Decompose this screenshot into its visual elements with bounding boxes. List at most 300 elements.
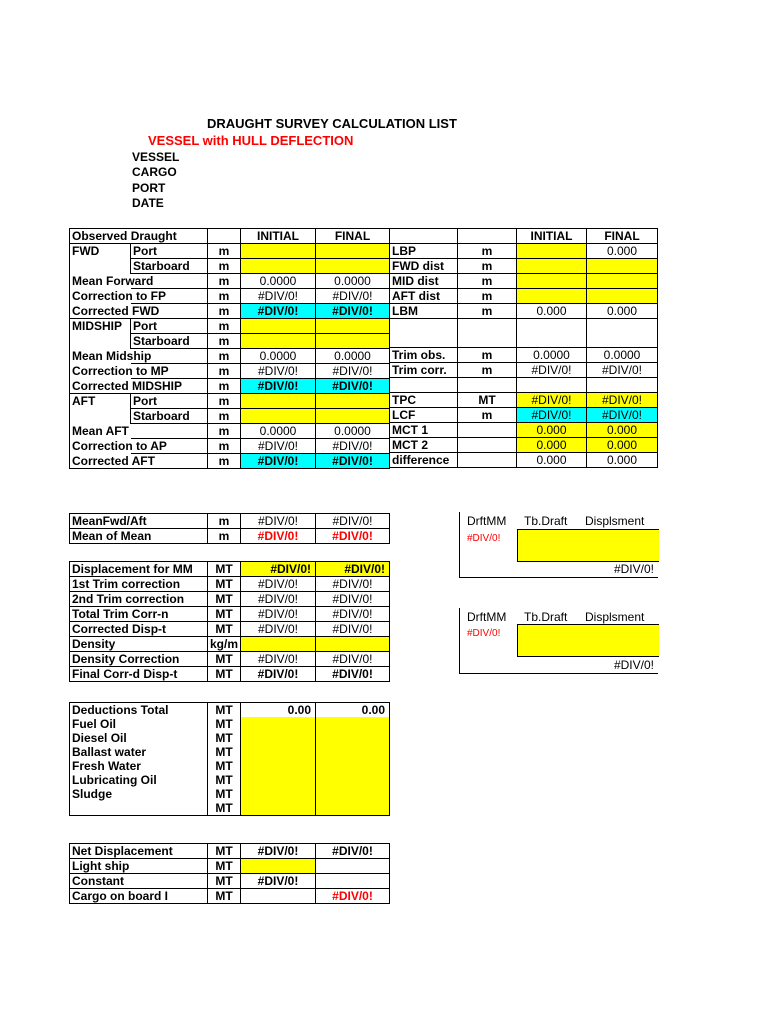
interp2-tbdraft-header: Tb.Draft: [524, 610, 568, 624]
net-unit: MT: [208, 844, 241, 859]
draught-label: Mean AFT: [70, 424, 131, 439]
ship-final-cell: #DIV/0!: [587, 408, 658, 423]
draught-final-cell: 0.0000: [316, 424, 390, 439]
draught-label: Correction to AP: [70, 439, 131, 454]
ship-final-cell: 0.000: [587, 304, 658, 319]
net-row: [70, 889, 390, 904]
draught-final-cell[interactable]: [316, 259, 390, 274]
displacement-unit: MT: [208, 652, 241, 667]
draught-final-cell[interactable]: [316, 319, 390, 334]
displacement-table: [69, 561, 390, 682]
draught-initial-cell: #DIV/0!: [241, 439, 316, 454]
net-row: [70, 874, 390, 889]
deductions-row: [70, 717, 390, 731]
draught-initial-cell: #DIV/0!: [241, 304, 316, 319]
ship-final-cell: [587, 378, 658, 393]
draught-unit: m: [208, 244, 241, 259]
net-label: Light ship: [70, 859, 208, 874]
net-initial-cell: #DIV/0!: [241, 874, 316, 889]
ship-header-row: [390, 229, 658, 244]
mean-label: MeanFwd/Aft: [70, 514, 208, 529]
net-label: Cargo on board I: [70, 889, 208, 904]
displacement-label: 1st Trim correction: [70, 577, 208, 592]
ship-final-cell: 0.000: [587, 244, 658, 259]
draught-table: [69, 228, 390, 469]
deductions-row: [70, 703, 390, 718]
draught-unit: m: [208, 349, 241, 364]
net-row: [70, 844, 390, 859]
displacement-unit: MT: [208, 562, 241, 577]
ship-label: LBP: [390, 244, 458, 259]
ship-initial-cell[interactable]: 0.000: [517, 423, 587, 438]
draught-header-row: [70, 229, 390, 244]
draught-row: [70, 274, 390, 289]
ship-initial-cell: [517, 378, 587, 393]
ship-initial-cell: 0.000: [517, 453, 587, 468]
displacement-final-cell: #DIV/0!: [316, 607, 390, 622]
ship-row: [390, 304, 658, 319]
draught-unit: m: [208, 334, 241, 349]
displacement-unit: MT: [208, 607, 241, 622]
displacement-row: [70, 592, 390, 607]
mean-unit: m: [208, 529, 241, 544]
ship-unit: [458, 378, 517, 393]
net-unit: MT: [208, 874, 241, 889]
deductions-table: [69, 702, 390, 816]
draught-final-cell: 0.0000: [316, 274, 390, 289]
deductions-row: [70, 759, 390, 773]
deductions-label: Fuel Oil: [70, 717, 208, 731]
interp1-result: #DIV/0!: [613, 562, 654, 576]
draught-unit: m: [208, 304, 241, 319]
interp1-input-cell[interactable]: [517, 529, 659, 562]
ship-row: [390, 348, 658, 363]
draught-final-cell: #DIV/0!: [316, 439, 390, 454]
draught-initial-cell: #DIV/0!: [241, 364, 316, 379]
ship-row: [390, 244, 658, 259]
displacement-row: [70, 562, 390, 577]
displacement-initial-cell[interactable]: [241, 637, 316, 652]
displacement-initial-cell[interactable]: #DIV/0!: [241, 562, 316, 577]
deductions-label: Lubricating Oil: [70, 773, 208, 787]
ship-initial-cell[interactable]: [517, 259, 587, 274]
draught-label: Mean Forward: [70, 274, 131, 289]
ship-header-unit: [458, 229, 517, 244]
interp2-error: #DIV/0!: [467, 628, 501, 639]
draught-initial-cell[interactable]: [241, 259, 316, 274]
deductions-label: Diesel Oil: [70, 731, 208, 745]
net-final-cell: #DIV/0!: [316, 844, 390, 859]
ship-label: Trim corr.: [390, 363, 458, 378]
ship-unit: m: [458, 274, 517, 289]
net-displacement-table: [69, 843, 390, 904]
ship-final-cell: [587, 333, 658, 348]
net-initial-cell[interactable]: [241, 859, 316, 874]
deductions-unit: MT: [208, 745, 241, 759]
draught-initial-cell[interactable]: [241, 409, 316, 424]
deductions-initial-cell[interactable]: [241, 731, 316, 745]
ship-label: MID dist: [390, 274, 458, 289]
deductions-row: [70, 745, 390, 759]
displacement-unit: kg/m: [208, 637, 241, 652]
net-final-cell: [316, 859, 390, 874]
displacement-label: 2nd Trim correction: [70, 592, 208, 607]
draught-sublabel: Starboard: [131, 409, 208, 424]
draught-final-cell: #DIV/0!: [316, 379, 390, 394]
displacement-label: Corrected Disp-t: [70, 622, 208, 637]
ship-row: [390, 453, 658, 468]
mean-initial-cell: #DIV/0!: [241, 514, 316, 529]
draught-label: [70, 409, 131, 424]
draught-final-cell[interactable]: [316, 409, 390, 424]
ship-label: TPC: [390, 393, 458, 408]
deductions-unit: MT: [208, 703, 241, 718]
displacement-row: [70, 577, 390, 592]
draught-unit: m: [208, 319, 241, 334]
draught-label: Corrected MIDSHIP: [70, 379, 131, 394]
interp1-drftmm-header: DrftMM: [467, 514, 507, 528]
deductions-final-cell[interactable]: [316, 801, 390, 816]
deductions-final-cell[interactable]: [316, 773, 390, 787]
field-port: PORT: [132, 181, 166, 195]
draught-unit: m: [208, 379, 241, 394]
mean-final-cell: #DIV/0!: [316, 529, 390, 544]
draught-final-cell: #DIV/0!: [316, 454, 390, 469]
draught-sublabel: Starboard: [131, 259, 208, 274]
ship-final-cell[interactable]: #DIV/0!: [587, 393, 658, 408]
ship-final-cell[interactable]: 0.000: [587, 438, 658, 453]
draught-row: [70, 454, 390, 469]
draught-label: [70, 259, 131, 274]
draught-initial-cell[interactable]: [241, 334, 316, 349]
draught-row: [70, 439, 390, 454]
displacement-unit: MT: [208, 592, 241, 607]
deductions-initial-cell[interactable]: [241, 787, 316, 801]
ship-header-initial: INITIAL: [517, 229, 587, 244]
draught-final-cell: 0.0000: [316, 349, 390, 364]
net-unit: MT: [208, 859, 241, 874]
deductions-row: [70, 773, 390, 787]
deductions-unit: MT: [208, 759, 241, 773]
ship-row: [390, 408, 658, 423]
draught-unit: m: [208, 364, 241, 379]
ship-initial-cell[interactable]: [517, 289, 587, 304]
ship-initial-cell: [517, 319, 587, 334]
displacement-final-cell: #DIV/0!: [316, 577, 390, 592]
draught-header-label: Observed Draught: [70, 229, 131, 244]
displacement-final-cell: #DIV/0!: [316, 667, 390, 682]
net-label: Constant: [70, 874, 208, 889]
deductions-final-cell: 0.00: [316, 703, 390, 718]
displacement-initial-cell: #DIV/0!: [241, 652, 316, 667]
draught-final-cell[interactable]: [316, 244, 390, 259]
deductions-initial-cell[interactable]: [241, 773, 316, 787]
displacement-initial-cell: #DIV/0!: [241, 667, 316, 682]
interp2-drftmm-header: DrftMM: [467, 610, 507, 624]
net-row: [70, 859, 390, 874]
draught-final-cell: #DIV/0!: [316, 364, 390, 379]
net-initial-cell: #DIV/0!: [241, 844, 316, 859]
mean-label: Mean of Mean: [70, 529, 208, 544]
draught-label: Correction to FP: [70, 289, 131, 304]
draught-unit: m: [208, 259, 241, 274]
deductions-label: Deductions Total: [70, 703, 208, 718]
draught-unit: m: [208, 454, 241, 469]
ship-label: [390, 378, 458, 393]
draught-label: Corrected AFT: [70, 454, 131, 469]
ship-final-cell: #DIV/0!: [587, 363, 658, 378]
draught-final-cell[interactable]: [316, 394, 390, 409]
ship-unit: m: [458, 348, 517, 363]
deductions-label: Ballast water: [70, 745, 208, 759]
displacement-unit: MT: [208, 667, 241, 682]
deductions-initial-cell[interactable]: [241, 801, 316, 816]
ship-label: AFT dist: [390, 289, 458, 304]
interp1-error: #DIV/0!: [467, 533, 501, 544]
displacement-initial-cell: #DIV/0!: [241, 592, 316, 607]
ship-row: [390, 363, 658, 378]
ship-unit: m: [458, 244, 517, 259]
ship-particulars-table: [389, 228, 658, 468]
deductions-final-cell[interactable]: [316, 759, 390, 773]
draught-unit: m: [208, 409, 241, 424]
draught-label: AFT: [70, 394, 131, 409]
deductions-label: Fresh Water: [70, 759, 208, 773]
displacement-unit: MT: [208, 622, 241, 637]
ship-unit: [458, 319, 517, 334]
net-initial-cell: [241, 889, 316, 904]
draught-row: [70, 379, 390, 394]
draught-final-cell: #DIV/0!: [316, 289, 390, 304]
displacement-final-cell: #DIV/0!: [316, 592, 390, 607]
ship-label: FWD dist: [390, 259, 458, 274]
ship-initial-cell[interactable]: [517, 274, 587, 289]
displacement-label: Density Correction: [70, 652, 208, 667]
draught-row: [70, 319, 390, 334]
displacement-initial-cell: #DIV/0!: [241, 622, 316, 637]
draught-label: [70, 334, 131, 349]
interp2-result: #DIV/0!: [613, 658, 654, 672]
draught-unit: m: [208, 274, 241, 289]
ship-label: LCF: [390, 408, 458, 423]
draught-label: Corrected FWD: [70, 304, 131, 319]
ship-final-cell[interactable]: [587, 289, 658, 304]
displacement-initial-cell: #DIV/0!: [241, 577, 316, 592]
draught-initial-cell: 0.0000: [241, 424, 316, 439]
displacement-final-cell: #DIV/0!: [316, 652, 390, 667]
deductions-final-cell[interactable]: [316, 717, 390, 731]
displacement-row: [70, 652, 390, 667]
displacement-final-cell[interactable]: #DIV/0!: [316, 562, 390, 577]
interp1-displsment-header: Displsment: [585, 514, 645, 528]
page-title: DRAUGHT SURVEY CALCULATION LIST: [207, 116, 457, 131]
ship-row: [390, 289, 658, 304]
ship-row: [390, 423, 658, 438]
draught-sublabel: [131, 424, 208, 439]
displacement-row: [70, 607, 390, 622]
ship-row: [390, 333, 658, 348]
draught-header-initial: INITIAL: [241, 229, 316, 244]
deductions-label: Sludge: [70, 787, 208, 801]
displacement-row: [70, 667, 390, 682]
mean-table: [69, 513, 390, 544]
ship-row: [390, 378, 658, 393]
displacement-label: Displacement for MM: [70, 562, 208, 577]
ship-label: MCT 2: [390, 438, 458, 453]
draught-initial-cell: #DIV/0!: [241, 379, 316, 394]
ship-row: [390, 274, 658, 289]
draught-label: Correction to MP: [70, 364, 131, 379]
displacement-label: Total Trim Corr-n: [70, 607, 208, 622]
deductions-unit: MT: [208, 773, 241, 787]
draught-initial-cell: #DIV/0!: [241, 454, 316, 469]
ship-row: [390, 393, 658, 408]
ship-initial-cell[interactable]: #DIV/0!: [517, 393, 587, 408]
net-unit: MT: [208, 889, 241, 904]
deductions-initial-cell[interactable]: [241, 759, 316, 773]
interp2-input-cell[interactable]: [517, 624, 659, 657]
net-final-cell: [316, 874, 390, 889]
ship-row: [390, 259, 658, 274]
mean-unit: m: [208, 514, 241, 529]
draught-final-cell[interactable]: [316, 334, 390, 349]
ship-initial-cell: [517, 333, 587, 348]
deductions-final-cell[interactable]: [316, 745, 390, 759]
draught-sublabel: Port: [131, 319, 208, 334]
ship-initial-cell[interactable]: [517, 244, 587, 259]
draught-header-final: FINAL: [316, 229, 390, 244]
displacement-row: [70, 622, 390, 637]
ship-final-cell: [587, 319, 658, 334]
ship-label: [390, 319, 458, 334]
ship-final-cell[interactable]: [587, 259, 658, 274]
ship-label: MCT 1: [390, 423, 458, 438]
interpolation-panel-2: [459, 608, 658, 674]
ship-label: difference: [390, 453, 458, 468]
net-final-cell: #DIV/0!: [316, 889, 390, 904]
draught-header-unit: [208, 229, 241, 244]
draught-final-cell: #DIV/0!: [316, 304, 390, 319]
draught-unit: m: [208, 439, 241, 454]
ship-label: [390, 333, 458, 348]
draught-label: MIDSHIP: [70, 319, 131, 334]
deductions-initial-cell[interactable]: [241, 717, 316, 731]
deductions-row: [70, 787, 390, 801]
deductions-final-cell[interactable]: [316, 731, 390, 745]
displacement-final-cell[interactable]: [316, 637, 390, 652]
interpolation-panel-1: [459, 512, 658, 578]
interp2-displsment-header: Displsment: [585, 610, 645, 624]
draught-unit: m: [208, 394, 241, 409]
net-label: Net Displacement: [70, 844, 208, 859]
ship-unit: [458, 333, 517, 348]
draught-row: [70, 394, 390, 409]
ship-header-final: FINAL: [587, 229, 658, 244]
deductions-unit: MT: [208, 731, 241, 745]
draught-initial-cell: #DIV/0!: [241, 289, 316, 304]
displacement-final-cell: #DIV/0!: [316, 622, 390, 637]
deductions-final-cell[interactable]: [316, 787, 390, 801]
draught-row: [70, 364, 390, 379]
ship-initial-cell: #DIV/0!: [517, 408, 587, 423]
ship-final-cell: 0.0000: [587, 348, 658, 363]
ship-initial-cell: 0.000: [517, 304, 587, 319]
ship-header-blank: [390, 229, 458, 244]
ship-unit: [458, 438, 517, 453]
draught-label: Mean Midship: [70, 349, 131, 364]
ship-final-cell: 0.000: [587, 453, 658, 468]
ship-unit: [458, 423, 517, 438]
field-date: DATE: [132, 196, 164, 210]
ship-final-cell[interactable]: [587, 274, 658, 289]
page-subtitle: VESSEL with HULL DEFLECTION: [148, 133, 354, 148]
deductions-unit: MT: [208, 787, 241, 801]
draught-unit: m: [208, 289, 241, 304]
ship-unit: [458, 453, 517, 468]
deductions-row: [70, 731, 390, 745]
draught-label: FWD: [70, 244, 131, 259]
deductions-initial-cell: 0.00: [241, 703, 316, 718]
ship-row: [390, 319, 658, 334]
draught-sublabel: Port: [131, 244, 208, 259]
draught-sublabel: Port: [131, 394, 208, 409]
ship-row: [390, 438, 658, 453]
deductions-unit: MT: [208, 717, 241, 731]
displacement-unit: MT: [208, 577, 241, 592]
draught-initial-cell: 0.0000: [241, 274, 316, 289]
mean-initial-cell: #DIV/0!: [241, 529, 316, 544]
field-cargo: CARGO: [132, 165, 177, 179]
displacement-initial-cell: #DIV/0!: [241, 607, 316, 622]
ship-unit: m: [458, 408, 517, 423]
displacement-label: Density: [70, 637, 208, 652]
ship-unit: m: [458, 363, 517, 378]
draught-unit: m: [208, 424, 241, 439]
draught-sublabel: Starboard: [131, 334, 208, 349]
displacement-row: [70, 637, 390, 652]
ship-label: Trim obs.: [390, 348, 458, 363]
mean-final-cell: #DIV/0!: [316, 514, 390, 529]
interp1-tbdraft-header: Tb.Draft: [524, 514, 568, 528]
ship-final-cell[interactable]: 0.000: [587, 423, 658, 438]
deductions-unit: MT: [208, 801, 241, 816]
ship-label: LBM: [390, 304, 458, 319]
ship-unit: m: [458, 259, 517, 274]
ship-unit: MT: [458, 393, 517, 408]
draught-initial-cell[interactable]: [241, 319, 316, 334]
draught-row: [70, 259, 390, 274]
ship-initial-cell[interactable]: 0.000: [517, 438, 587, 453]
ship-unit: m: [458, 289, 517, 304]
mean-row: [70, 529, 390, 544]
draught-row: [70, 244, 390, 259]
deductions-initial-cell[interactable]: [241, 745, 316, 759]
displacement-label: Final Corr-d Disp-t: [70, 667, 208, 682]
draught-row: [70, 424, 390, 439]
mean-row: [70, 514, 390, 529]
draught-initial-cell[interactable]: [241, 394, 316, 409]
ship-initial-cell: 0.0000: [517, 348, 587, 363]
field-vessel: VESSEL: [132, 150, 180, 164]
draught-row: [70, 349, 390, 364]
deductions-row: [70, 801, 390, 816]
draught-row: [70, 289, 390, 304]
ship-initial-cell: #DIV/0!: [517, 363, 587, 378]
draught-initial-cell[interactable]: [241, 244, 316, 259]
draught-row: [70, 409, 390, 424]
ship-unit: m: [458, 304, 517, 319]
draught-initial-cell: 0.0000: [241, 349, 316, 364]
